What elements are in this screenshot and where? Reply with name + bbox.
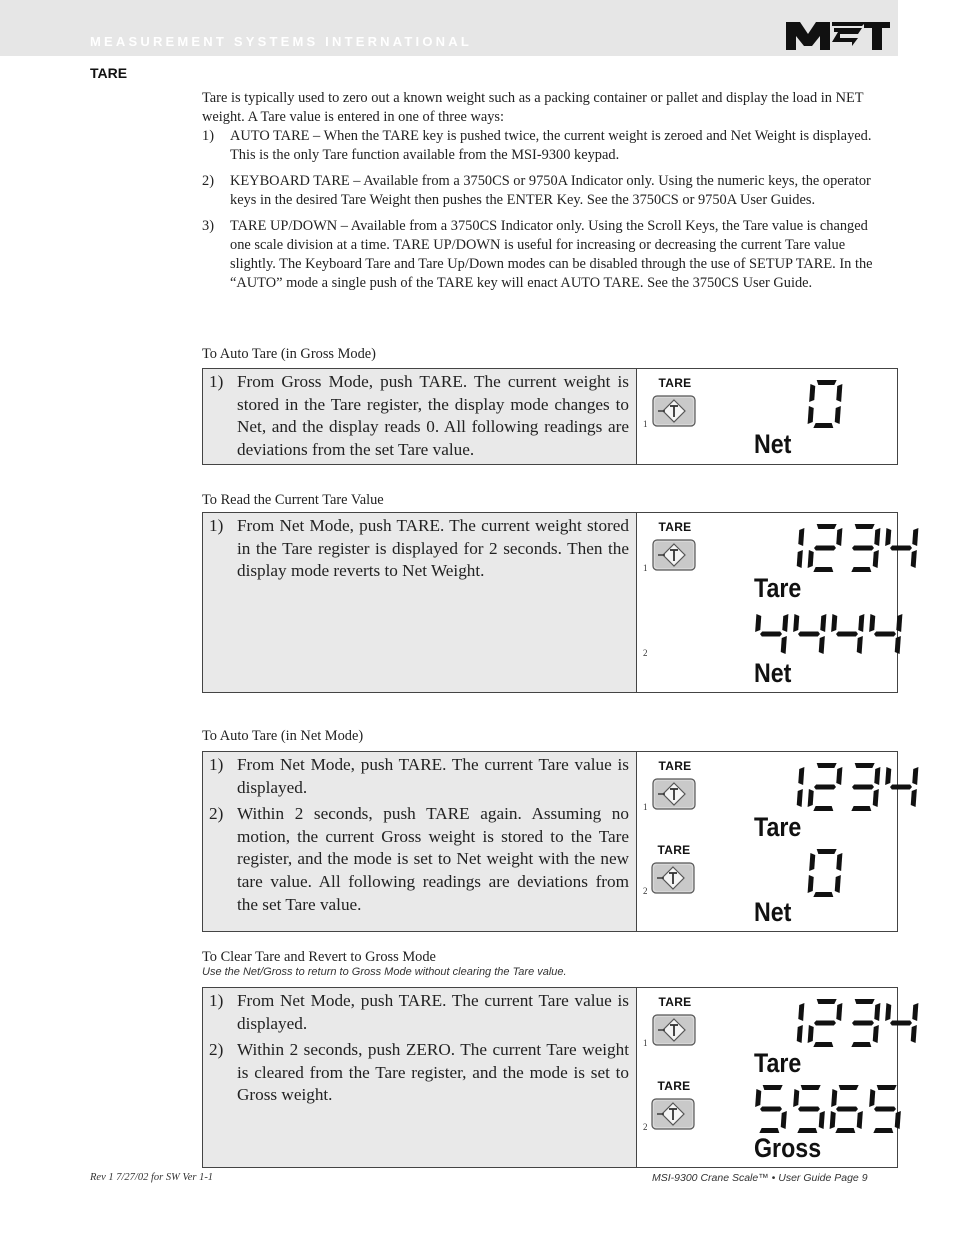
display-illustration (638, 752, 897, 931)
weight-readout (770, 523, 922, 573)
step-number: 2 (643, 648, 648, 658)
procedure-steps (203, 752, 637, 931)
intro-paragraph: Tare is typically used to zero out a known weight such as a packing container or pallet and display the load in NET weight. A Tare value is entered in one of three ways: (202, 90, 864, 125)
mode-label: Tare (754, 1048, 802, 1078)
tare-key-icon (651, 862, 695, 894)
mode-label: Tare (754, 573, 802, 603)
step-number: 1 (643, 419, 648, 429)
procedure-panel (202, 368, 898, 465)
weight-readout (808, 379, 846, 429)
mode-label: Net (754, 658, 792, 688)
procedure-caption: To Read the Current Tare Value (202, 492, 384, 508)
intro-text (202, 89, 890, 293)
tare-key-icon (652, 395, 696, 427)
tare-button: TARE (652, 995, 698, 1046)
step-item: 1) From Net Mode, push TARE. The current Tare value is displayed. (209, 991, 629, 1033)
mode-label: Tare (754, 812, 802, 842)
procedure-panel (202, 751, 898, 932)
list-item: 3) TARE UP/DOWN – Available from a 3750CS Indicator only. Using the Scroll Keys, the Tare value is changed one scale division at a time. TARE UP/DOWN is useful for increasing or decreasing the current Tare value slightly. The Keyboard Tare and Tare Up/Down modes can be disabled through the use of SETUP TARE. In the “AUTO” mode a single push of the TARE key will enact AUTO TARE. See the 3750CS User Guide. (202, 218, 873, 291)
tare-button: TARE (652, 759, 698, 810)
weight-readout (770, 998, 922, 1048)
tare-key-icon (652, 778, 696, 810)
mode-label: Gross (754, 1133, 822, 1163)
revision-note: Rev 1 7/27/02 for SW Ver 1-1 (90, 1172, 214, 1183)
tare-button: TARE (651, 843, 697, 894)
list-item: 2) KEYBOARD TARE – Available from a 3750CS or 9750A Indicator only. Using the numeric keys, the operator keys in the desired Tare Weight then pushes the ENTER Key. See the 3750CS or 9750A User Guides. (202, 173, 871, 208)
intro-list (202, 127, 890, 293)
step-number: 2 (643, 886, 648, 896)
display-illustration (638, 369, 897, 464)
tare-button: TARE (652, 376, 698, 427)
weight-readout (808, 848, 846, 898)
step-item: 1) From Gross Mode, push TARE. The current weight is stored in the Tare register, the display mode changes to Net, and the display reads 0. All following readings are deviations from the set Tare value. (209, 372, 629, 459)
mode-label: Net (754, 429, 792, 459)
procedure-steps (203, 988, 637, 1167)
procedure-panel (202, 987, 898, 1168)
page-footer: MSI-9300 Crane Scale™ • User Guide Page 9 (652, 1172, 868, 1184)
msi-logo-icon (786, 20, 890, 50)
step-number: 1 (643, 802, 648, 812)
step-number: 2 (643, 1122, 648, 1132)
step-number: 1 (643, 563, 648, 573)
step-item: 1) From Net Mode, push TARE. The current Tare value is displayed. (209, 755, 629, 797)
section-title: TARE (90, 65, 128, 81)
step-number: 1 (643, 1038, 648, 1048)
procedure-caption: To Auto Tare (in Net Mode) (202, 728, 364, 744)
mode-label: Net (754, 897, 792, 927)
tare-button: TARE (651, 1079, 697, 1130)
step-item: 1) From Net Mode, push TARE. The current weight stored in the Tare register is displayed for 2 seconds. Then the display mode reverts to Net Weight. (209, 516, 629, 581)
procedure-steps (203, 513, 637, 692)
procedure-panel (202, 512, 898, 693)
weight-readout (754, 1084, 906, 1134)
tare-key-icon (652, 539, 696, 571)
tare-key-icon (651, 1098, 695, 1130)
procedure-steps (203, 369, 637, 464)
display-illustration (638, 513, 897, 692)
tare-key-icon (652, 1014, 696, 1046)
procedure-subcaption: Use the Net/Gross to return to Gross Mode without clearing the Tare value. (202, 966, 567, 978)
company-name: MEASUREMENT SYSTEMS INTERNATIONAL (90, 34, 472, 49)
page-header (0, 0, 898, 56)
procedure-caption: To Clear Tare and Revert to Gross Mode (202, 949, 436, 965)
tare-button: TARE (652, 520, 698, 571)
list-item: 1) AUTO TARE – When the TARE key is pushed twice, the current weight is zeroed and Net Weight is displayed. This is the only Tare function available from the MSI-9300 keypad. (202, 128, 872, 163)
display-illustration (638, 988, 897, 1167)
procedure-caption: To Auto Tare (in Gross Mode) (202, 346, 376, 362)
step-item: 2) Within 2 seconds, push ZERO. The current Tare weight is cleared from the Tare register, and the mode is set to Gross weight. (209, 1040, 629, 1105)
weight-readout (754, 609, 906, 659)
step-item: 2) Within 2 seconds, push TARE again. Assuming no motion, the current Gross weight is stored to the Tare register, and the mode is set to Net weight with the new tare value. All following readings are deviations from the set Tare value. (209, 804, 629, 914)
weight-readout (770, 762, 922, 812)
